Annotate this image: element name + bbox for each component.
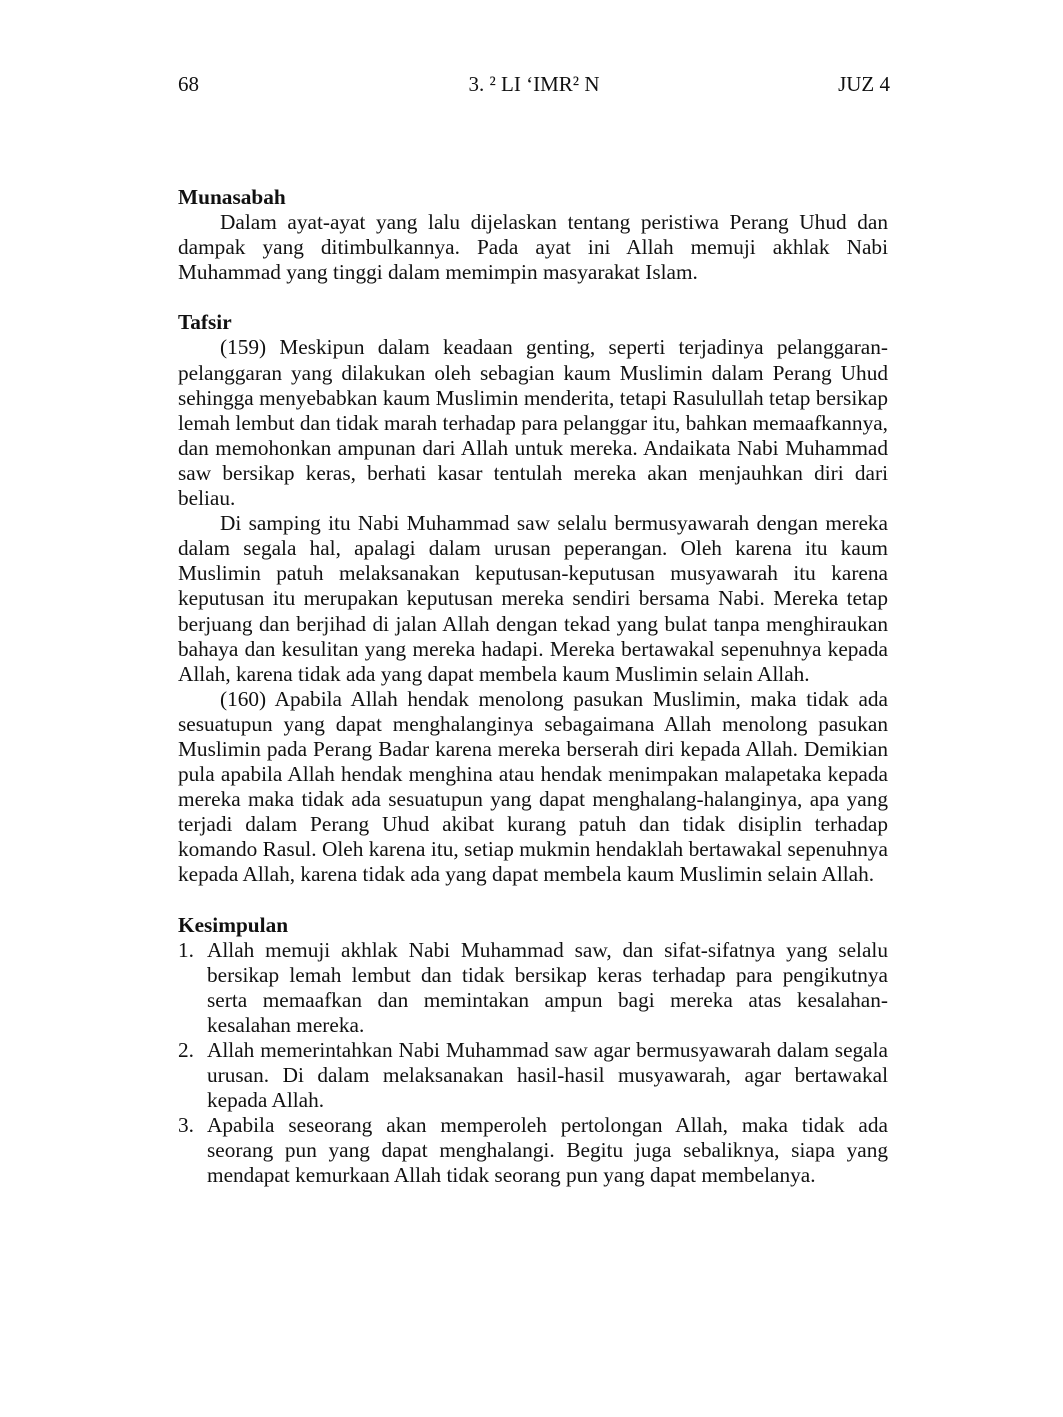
munasabah-heading: Munasabah xyxy=(178,185,286,209)
page-number: 68 xyxy=(178,72,199,96)
page-content xyxy=(178,185,888,1214)
list-item xyxy=(178,938,888,1038)
kesimpulan-heading: Kesimpulan xyxy=(178,912,289,937)
chapter-title: 3. ² LI ‘IMR² N xyxy=(468,72,600,96)
tafsir-paragraph-160: (160) Apabila Allah hendak menolong pasukan Muslimin, maka tidak ada sesuatupun yang dapat menghalanginya sebagaimana Allah menolong pasukan Muslimin pada Perang Badar karena mereka berserah diri kepada Allah. Demikian pula apabila Allah hendak menghina atau hendak menimpakan malapetaka kepada mereka maka tidak ada sesuatupun yang dapat menghalang-halanginya, apa yang terjadi dalam Perang Uhud akibat kurang patuh dan tidak disiplin terhadap komando Rasul. Oleh karena itu, setiap mukmin hendaklah bertawakal sepenuhnya kepada Allah, karena tidak ada yang dapat membela kaum Muslimin selain Allah. xyxy=(178,686,888,887)
tafsir-paragraph-159: (159) Meskipun dalam keadaan genting, seperti terjadinya pelanggaran-pelanggaran yang dilakukan oleh sebagian kaum Muslimin dalam Perang Uhud sehingga menyebabkan kaum Muslimin menderita, tetapi Rasulullah tetap bersikap lemah lembut dan tidak marah terhadap para pelanggar itu, bahkan memaafkannya, dan memohonkan ampunan dari Allah untuk mereka. Andaikata Nabi Muhammad saw bersikap keras, berhati kasar tentulah mereka akan menjauhkan diri dari beliau. xyxy=(178,335,888,511)
munasabah-paragraph: Dalam ayat-ayat yang lalu dijelaskan tentang peristiwa Perang Uhud dan dampak yang ditimbulkannya. Pada ayat ini Allah memuji akhlak Nabi Muhammad yang tinggi dalam memimpin masyarakat Islam. xyxy=(178,210,888,285)
tafsir-section xyxy=(178,310,888,887)
list-item-text: Apabila seseorang akan memperoleh pertolongan Allah, maka tidak ada seorang pun yang dapat menghalangi. Begitu juga sebaliknya, siapa yang mendapat kemurkaan Allah tidak seorang pun yang dapat membelanya. xyxy=(207,1113,888,1188)
list-item xyxy=(178,1038,888,1113)
running-header xyxy=(178,72,890,102)
list-item-number: 3. xyxy=(178,1113,194,1138)
kesimpulan-section xyxy=(178,913,888,1189)
list-item-number: 1. xyxy=(178,937,194,962)
list-item-text: Allah memuji akhlak Nabi Muhammad saw, dan sifat-sifatnya yang selalu bersikap lemah lembut dan tidak bersikap keras terhadap para pengikutnya serta memaafkan dan memintakan ampun bagi mereka atas kesalahan-kesalahan mereka. xyxy=(207,937,888,1037)
list-item xyxy=(178,1113,888,1188)
munasabah-section xyxy=(178,185,888,285)
list-item-number: 2. xyxy=(178,1038,194,1062)
tafsir-heading: Tafsir xyxy=(178,310,232,335)
juz-label: JUZ 4 xyxy=(838,72,890,96)
tafsir-paragraph-musyawarah: Di samping itu Nabi Muhammad saw selalu bermusyawarah dengan mereka dalam segala hal, apalagi dalam urusan peperangan. Oleh karena itu kaum Muslimin patuh melaksanakan keputusan-keputusan musyawarah itu karena keputusan itu merupakan keputusan mereka sendiri bersama Nabi. Mereka tetap berjuang dan berjihad di jalan Allah dengan tekad yang bulat tanpa menghiraukan bahaya dan kesulitan yang mereka hadapi. Mereka bertawakal sepenuhnya kepada Allah, karena tidak ada yang dapat membela kaum Muslimin selain Allah. xyxy=(178,511,888,686)
kesimpulan-list xyxy=(178,938,888,1189)
list-item-text: Allah memerintahkan Nabi Muhammad saw agar bermusyawarah dalam segala urusan. Di dalam melaksanakan hasil-hasil musyawarah, agar bertawakal kepada Allah. xyxy=(207,1038,888,1113)
